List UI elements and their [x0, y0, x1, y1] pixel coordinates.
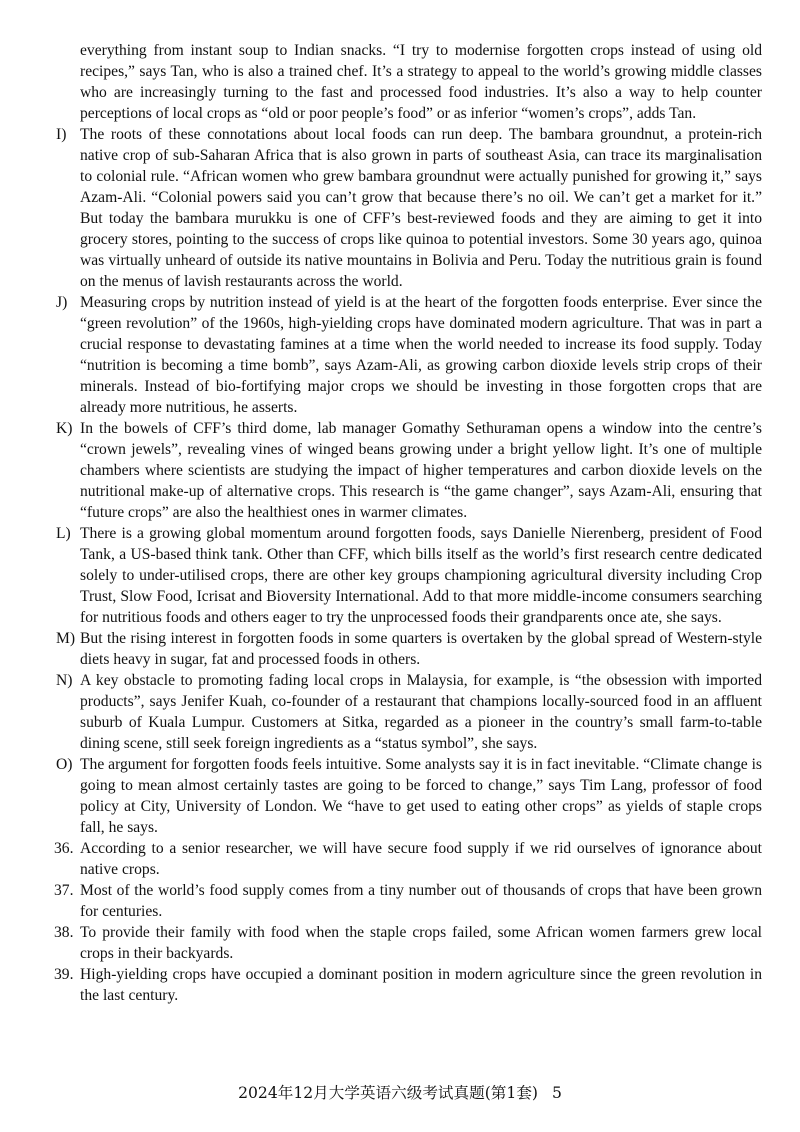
paragraph-label: K)	[56, 420, 73, 437]
question-38	[56, 922, 762, 964]
question-37	[56, 880, 762, 922]
paragraph-j	[56, 292, 762, 418]
question-text: To provide their family with food when the staple crops failed, some African women farmers grew local crops in their backyards.	[80, 924, 762, 962]
question-number: 37.	[54, 882, 74, 899]
question-number: 36.	[54, 840, 74, 857]
page-footer	[0, 1081, 800, 1103]
paragraph-text: But the rising interest in forgotten foods in some quarters is overtaken by the global spread of Western-style diets heavy in sugar, fat and processed foods in others.	[80, 630, 762, 668]
paragraph-label: J)	[56, 294, 68, 311]
page-number: 5	[552, 1084, 562, 1102]
paragraph-label: M)	[56, 630, 76, 647]
question-text: Most of the world’s food supply comes from a tiny number out of thousands of crops that have been grown for centuries.	[80, 882, 762, 920]
paragraph-text: There is a growing global momentum around forgotten foods, says Danielle Nierenberg, president of Food Tank, a US-based think tank. Other than CFF, which bills itself as the world’s first research centre dedicated solely to under-utilised crops, there are other key groups championing agricultural diversity including Crop Trust, Slow Food, Icrisat and Bioversity International. Add to that more middle-income consumers searching for nutritious foods and others eager to try the unprocessed foods their grandparents once ate, she says.	[80, 525, 762, 626]
paragraph-text: The argument for forgotten foods feels intuitive. Some analysts say it is in fact inevitable. “Climate change is going to mean almost certainly tastes are going to be forced to change,” says Tim Lang, professor of food policy at City, University of London. We “have to get used to eating other crops” as yields of staple crops fall, he says.	[80, 756, 762, 836]
question-number: 39.	[54, 966, 74, 983]
paragraph-text: Measuring crops by nutrition instead of yield is at the heart of the forgotten foods enterprise. Ever since the “green revolution” of the 1960s, high-yielding crops have dominated modern agriculture. That was in part a crucial response to devastating famines at a time when the world needed to increase its food supply. Today “nutrition is becoming a time bomb”, says Azam-Ali, as growing carbon dioxide levels strip crops of their minerals. Instead of bio-fortifying major crops we should be investing in those forgotten crops that are already more nutritious, he asserts.	[80, 294, 762, 416]
question-36	[56, 838, 762, 880]
question-text: High-yielding crops have occupied a dominant position in modern agriculture since the green revolution in the last century.	[80, 966, 762, 1004]
footer-title: 2024年12月大学英语六级考试真题(第1套)	[238, 1084, 538, 1102]
paragraph-k	[56, 418, 762, 523]
paragraph-label: I)	[56, 126, 67, 143]
paragraph-o	[56, 754, 762, 838]
paragraph-continuation: everything from instant soup to Indian snacks. “I try to modernise forgotten crops instead of using old recipes,” says Tan, who is also a trained chef. It’s a strategy to appeal to the world’s growing middle classes who are increasingly turning to the fast and processed food industries. It’s also a way to help counter perceptions of local crops as “old or poor people’s food” or as inferior “women’s crops”, adds Tan.	[80, 42, 762, 122]
paragraph-l	[56, 523, 762, 628]
paragraph-label: N)	[56, 672, 73, 689]
paragraph-i	[56, 124, 762, 292]
question-number: 38.	[54, 924, 74, 941]
paragraph-n	[56, 670, 762, 754]
paragraph-text: The roots of these connotations about local foods can run deep. The bambara groundnut, a protein-rich native crop of sub-Saharan Africa that is also grown in parts of southeast Asia, can trace its marginalisation to colonial rule. “African women who grew bambara groundnut were actually punished for growing it,” says Azam-Ali. “Colonial powers said you can’t grow that because there’s no oil. We can’t get a market for it.” But today the bambara murukku is one of CFF’s best-reviewed foods and they are aiming to get it into grocery stores, pointing to the success of crops like quinoa to potential investors. Some 30 years ago, quinoa was virtually unheard of outside its native mountains in Bolivia and Peru. Today the nutritious grain is found on the menus of lavish restaurants across the world.	[80, 126, 762, 290]
passage-content	[56, 40, 762, 1006]
paragraph-m	[56, 628, 762, 670]
question-text: According to a senior researcher, we will have secure food supply if we rid ourselves of ignorance about native crops.	[80, 840, 762, 878]
question-39	[56, 964, 762, 1006]
paragraph-label: O)	[56, 756, 73, 773]
paragraph-label: L)	[56, 525, 71, 542]
paragraph-text: A key obstacle to promoting fading local crops in Malaysia, for example, is “the obsession with imported products”, says Jenifer Kuah, co-founder of a restaurant that champions locally-sourced food in an affluent suburb of Kuala Lumpur. Customers at Sitka, regarded as a pioneer in the country’s small farm-to-table dining scene, still seek foreign ingredients as a “status symbol”, she says.	[80, 672, 762, 752]
paragraph-text: In the bowels of CFF’s third dome, lab manager Gomathy Sethuraman opens a window into the centre’s “crown jewels”, revealing vines of winged beans growing under a bright yellow light. It’s one of multiple chambers where scientists are studying the impact of higher temperatures and carbon dioxide levels on the nutritional make-up of alternative crops. This research is “the game changer”, says Azam-Ali, ensuring that “future crops” are also the healthiest ones in warmer climates.	[80, 420, 762, 521]
